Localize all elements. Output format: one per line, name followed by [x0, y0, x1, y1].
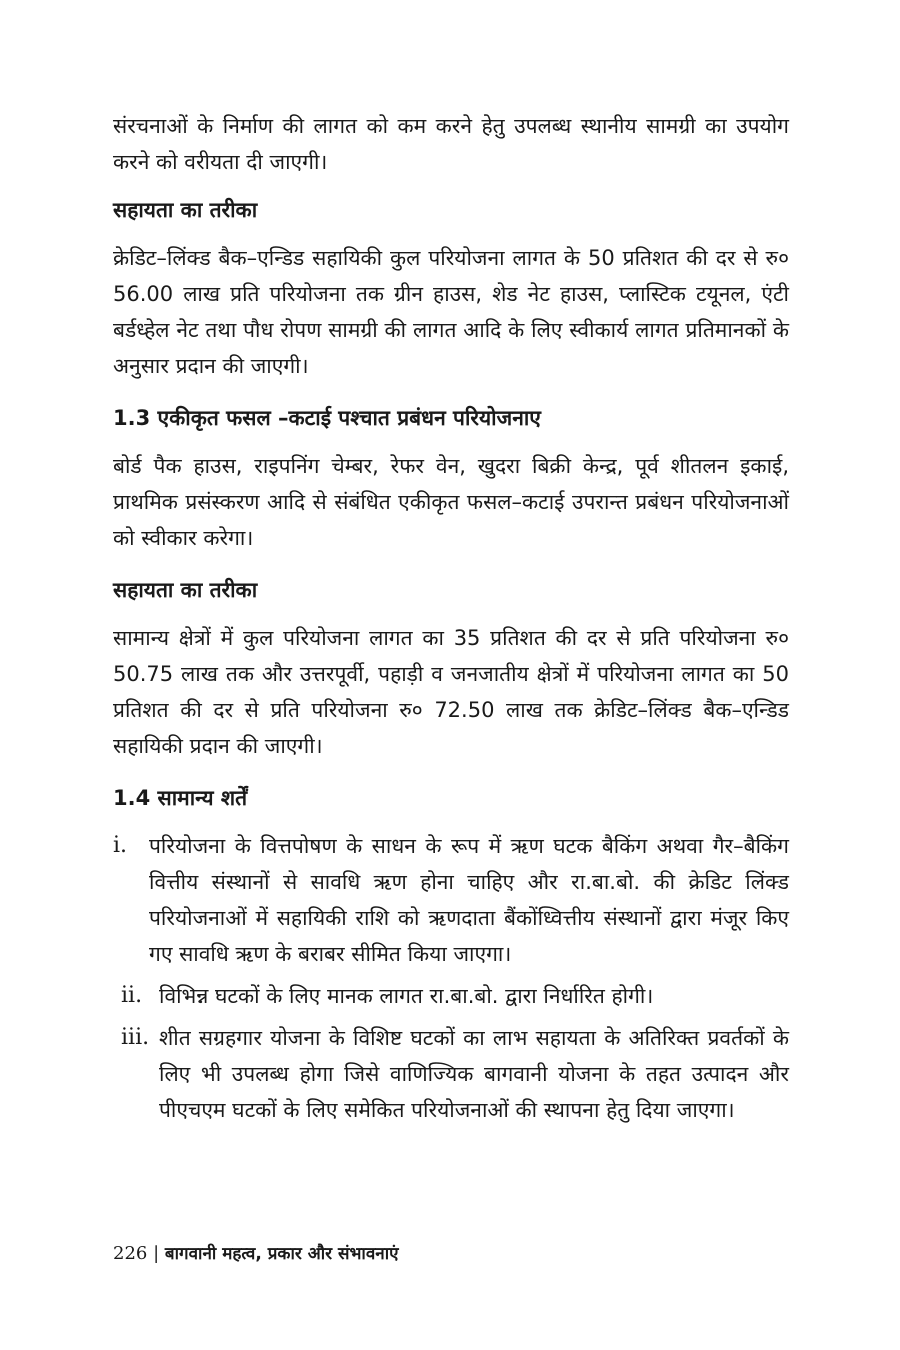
list-item-text: विभिन्न घटकों के लिए मानक लागत रा.बा.बो. द्वारा निर्धारित होगी। [159, 984, 654, 1008]
list-marker: iii. [121, 1025, 150, 1050]
list-item-text: शीत सग्रहगार योजना के विशिष्ट घटकों का लाभ सहायता के अतिरिक्त प्रवर्तकों के लिए भी उपलब्ध होगा जिसे वाणिज्यिक बागवानी योजना के तहत उत्पादन और पीएचएम घटकों के लिए समेकित परियोजनाओं की स्थापना हेतु दिया जाएगा। [159, 1026, 789, 1122]
section-heading-1-4: 1.4 सामान्य शर्तें [113, 786, 248, 810]
list-marker: i. [113, 833, 128, 858]
intro-paragraph: संरचनाओं के निर्माण की लागत को कम करने हेतु उपलब्ध स्थानीय सामग्री का उपयोग करने को वरीयता दी जाएगी। [113, 114, 789, 174]
page-footer [113, 1240, 399, 1268]
page-body [113, 108, 789, 1134]
assistance-paragraph: क्रेडिट–लिंक्ड बैक–एन्डिड सहायिकी कुल परियोजना लागत के 50 प्रतिशत की दर से रु० 56.00 लाख प्रति परियोजना तक ग्रीन हाउस, शेड नेट हाउस, प्लास्टिक टयूनल, एंटी बर्डध्हेल नेट तथा पौध रोपण सामग्री की लागत आदि के लिए स्वीकार्य लागत प्रतिमानकों के अनुसार प्रदान की जाएगी। [113, 246, 789, 378]
page-number: 226 [113, 1243, 148, 1264]
section-heading-assistance: सहायता का तरीका [113, 198, 258, 222]
list-item [113, 1020, 789, 1128]
footer-separator: | [153, 1243, 160, 1264]
conditions-list [113, 828, 789, 1128]
list-item [113, 828, 789, 972]
section-heading-assistance-2: सहायता का तरीका [113, 578, 258, 602]
section-heading-1-3: 1.3 एकीकृत फसल –कटाई पश्चात प्रबंधन परियोजनाए [113, 406, 541, 430]
list-marker: ii. [121, 983, 143, 1008]
list-item [113, 978, 789, 1014]
book-title: बागवानी महत्व, प्रकार और संभावनाएं [164, 1244, 399, 1264]
list-item-text: परियोजना के वित्तपोषण के साधन के रूप में ऋण घटक बैकिंग अथवा गैर–बैकिंग वित्तीय संस्थानों से सावधि ऋण होना चाहिए और रा.बा.बो. की क्रेडिट लिंक्ड परियोजनाओं में सहायिकी राशि को ऋणदाता बैंकोंध्वित्तीय संस्थानों द्वारा मंजूर किए गए सावधि ऋण के बराबर सीमित किया जाएगा। [149, 834, 789, 966]
assistance-paragraph-2: सामान्य क्षेत्रों में कुल परियोजना लागत का 35 प्रतिशत की दर से प्रति परियोजना रु० 50.75 लाख तक और उत्तरपूर्वी, पहाड़ी व जनजातीय क्षेत्रों में परियोजना लागत का 50 प्रतिशत की दर से प्रति परियोजना रु० 72.50 लाख तक क्रेडिट–लिंक्ड बैक–एन्डिड सहायिकी प्रदान की जाएगी। [113, 626, 789, 758]
section-1-3-paragraph: बोर्ड पैक हाउस, राइपनिंग चेम्बर, रेफर वेन, खुदरा बिक्री केन्द्र, पूर्व शीतलन इकाई, प्राथमिक प्रसंस्करण आदि से संबंधित एकीकृत फसल–कटाई उपरान्त प्रबंधन परियोजनाओं को स्वीकार करेगा। [113, 454, 789, 550]
